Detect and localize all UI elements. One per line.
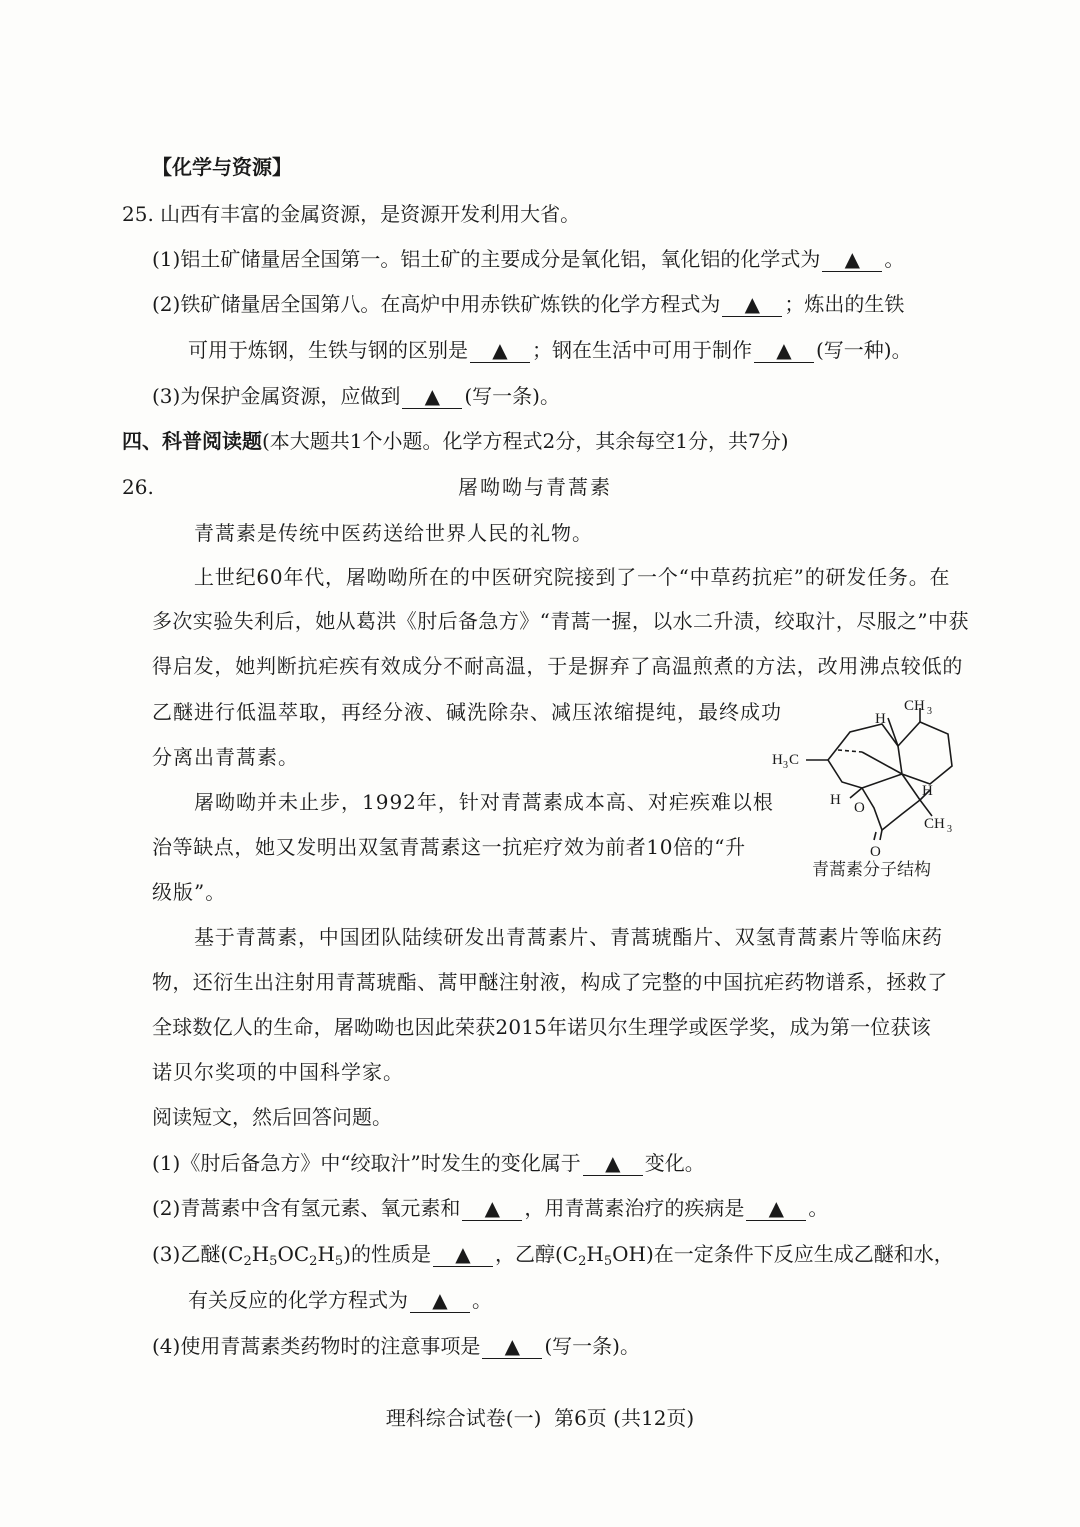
text: OC bbox=[277, 1242, 310, 1266]
text: 的性质是 bbox=[350, 1242, 431, 1266]
text: (写一条)。 bbox=[464, 384, 560, 408]
section-heading-chem: 【化学与资源】 bbox=[152, 155, 292, 179]
answer-blank[interactable]: ▲ bbox=[583, 1151, 643, 1176]
text: H bbox=[251, 1242, 270, 1266]
text: 。 bbox=[808, 1196, 829, 1220]
text: 可用于炼钢，生铁与钢的区别是 bbox=[188, 338, 468, 362]
question-26-sub-3-cont bbox=[188, 1286, 492, 1314]
text: H bbox=[317, 1242, 335, 1266]
question-25-stem: 25. 山西有丰富的金属资源，是资源开发利用大省。 bbox=[122, 202, 581, 226]
text: ，用青蒿素治疗的疾病是 bbox=[524, 1196, 745, 1220]
subscript: 2 bbox=[578, 1254, 587, 1269]
subscript: 5 bbox=[334, 1254, 344, 1269]
text: 在一定条件下反应生成乙醚和水， bbox=[653, 1242, 954, 1266]
article-para-2-line-1: 上世纪60年代，屠呦呦所在的中医研究院接到了一个“中草药抗疟”的研发任务。在 bbox=[194, 565, 951, 589]
atom-label: O bbox=[854, 800, 865, 816]
answer-blank[interactable]: ▲ bbox=[754, 338, 814, 363]
text: (4)使用青蒿素类药物时的注意事项是 bbox=[152, 1334, 481, 1358]
article-para-4-line-3: 全球数亿人的生命，屠呦呦也因此荣获2015年诺贝尔生理学或医学奖，成为第一位获该 bbox=[152, 1015, 931, 1039]
figure-caption: 青蒿素分子结构 bbox=[812, 860, 931, 880]
answer-blank[interactable]: ▲ bbox=[822, 247, 882, 272]
article-para-2-line-2: 多次实验失利后，她从葛洪《肘后备急方》“青蒿一握，以水二升渍，绞取汁，尽服之”中获 bbox=[152, 609, 969, 633]
subscript: 5 bbox=[603, 1254, 613, 1269]
artemisinin-structure bbox=[770, 690, 970, 860]
text: 。 bbox=[472, 1288, 492, 1312]
text: (3)乙醚(C bbox=[152, 1242, 244, 1266]
question-26-sub-1 bbox=[152, 1149, 705, 1177]
text: (2)青蒿素中含有氢元素、氧元素和 bbox=[152, 1196, 461, 1220]
text: ；钢在生活中可用于制作 bbox=[532, 338, 752, 362]
page-footer: 理科综合试卷(一) 第6页 (共12页) bbox=[385, 1406, 695, 1430]
answer-blank[interactable]: ▲ bbox=[482, 1334, 542, 1359]
atom-label: O bbox=[870, 844, 881, 860]
answer-blank[interactable]: ▲ bbox=[402, 384, 462, 409]
atom-label: CH bbox=[924, 816, 945, 832]
answer-blank[interactable]: ▲ bbox=[722, 292, 782, 317]
question-26-number: 26. bbox=[122, 475, 154, 499]
article-para-2-line-4: 乙醚进行低温萃取，再经分液、碱洗除杂、减压浓缩提纯，最终成功 bbox=[152, 700, 782, 724]
reading-prompt: 阅读短文，然后回答问题。 bbox=[152, 1105, 392, 1129]
article-para-2-line-5: 分离出青蒿素。 bbox=[152, 745, 299, 769]
text: 四、科普阅读题 bbox=[122, 429, 262, 453]
article-para-2-line-3: 得启发，她判断抗疟疾有效成分不耐高温，于是摒弃了高温煎煮的方法，改用沸点较低的 bbox=[152, 654, 964, 678]
article-para-4-line-2: 物，还衍生出注射用青蒿琥酯、蒿甲醚注射液，构成了完整的中国抗疟药物谱系，拯救了 bbox=[152, 970, 948, 994]
question-25-part-1 bbox=[152, 245, 904, 273]
answer-blank[interactable]: ▲ bbox=[433, 1242, 493, 1267]
answer-blank[interactable]: ▲ bbox=[746, 1196, 806, 1221]
question-25-part-2-cont bbox=[188, 336, 912, 364]
text: 变化。 bbox=[644, 1151, 705, 1175]
text: ) bbox=[343, 1242, 351, 1266]
text: (写一种)。 bbox=[816, 338, 912, 362]
article-para-3-line-1: 屠呦呦并未止步，1992年，针对青蒿素成本高、对疟疾难以根 bbox=[194, 790, 774, 814]
question-26-sub-4 bbox=[152, 1332, 640, 1360]
text: (1)铝土矿储量居全国第一。铝土矿的主要成分是氧化铝，氧化铝的化学式为 bbox=[152, 247, 821, 271]
question-25-part-2 bbox=[152, 290, 904, 318]
atom-label: CH bbox=[904, 698, 925, 714]
atom-label: H bbox=[922, 783, 933, 799]
text: ；炼出的生铁 bbox=[784, 292, 905, 316]
text: H bbox=[586, 1242, 604, 1266]
text: (1)《肘后备急方》中“绞取汁”时发生的变化属于 bbox=[152, 1151, 581, 1175]
text: (写一条)。 bbox=[544, 1334, 640, 1358]
article-para-4-line-4: 诺贝尔奖项的中国科学家。 bbox=[152, 1060, 404, 1084]
question-26-sub-3 bbox=[152, 1240, 954, 1276]
structure-atom-labels bbox=[772, 698, 952, 860]
atom-label: C bbox=[789, 752, 800, 768]
text: 有关反应的化学方程式为 bbox=[188, 1288, 408, 1312]
text: (2)铁矿储量居全国第八。在高炉中用赤铁矿炼铁的化学方程式为 bbox=[152, 292, 721, 316]
article-para-3-line-2: 治等缺点，她又发明出双氢青蒿素这一抗疟疗效为前者10倍的“升 bbox=[152, 835, 746, 859]
text: 。 bbox=[884, 247, 905, 271]
article-title: 屠呦呦与青蒿素 bbox=[458, 475, 612, 499]
text: (本大题共1个小题。化学方程式2分，其余每空1分，共7分) bbox=[262, 429, 789, 453]
section-heading-4 bbox=[122, 427, 789, 455]
question-26-sub-2 bbox=[152, 1194, 828, 1222]
text: (3)为保护金属资源，应做到 bbox=[152, 384, 401, 408]
text: OH) bbox=[612, 1242, 654, 1266]
subscript: 2 bbox=[243, 1254, 252, 1269]
article-para-1: 青蒿素是传统中医药送给世界人民的礼物。 bbox=[194, 521, 593, 545]
subscript: 3 bbox=[783, 760, 788, 771]
subscript: 3 bbox=[947, 824, 952, 835]
atom-label: H bbox=[875, 711, 886, 727]
text: ，乙醇(C bbox=[494, 1242, 579, 1266]
question-25-part-3 bbox=[152, 382, 560, 410]
article-para-3-line-3: 级版”。 bbox=[152, 880, 227, 904]
answer-blank[interactable]: ▲ bbox=[462, 1196, 522, 1221]
subscript: 5 bbox=[269, 1254, 278, 1269]
atom-label: H bbox=[830, 792, 841, 808]
answer-blank[interactable]: ▲ bbox=[410, 1288, 470, 1313]
article-para-4-line-1: 基于青蒿素，中国团队陆续研发出青蒿素片、青蒿琥酯片、双氢青蒿素片等临床药 bbox=[194, 925, 943, 949]
subscript: 3 bbox=[927, 706, 932, 717]
atom-label: H bbox=[772, 752, 783, 768]
answer-blank[interactable]: ▲ bbox=[470, 338, 530, 363]
subscript: 2 bbox=[309, 1254, 318, 1269]
